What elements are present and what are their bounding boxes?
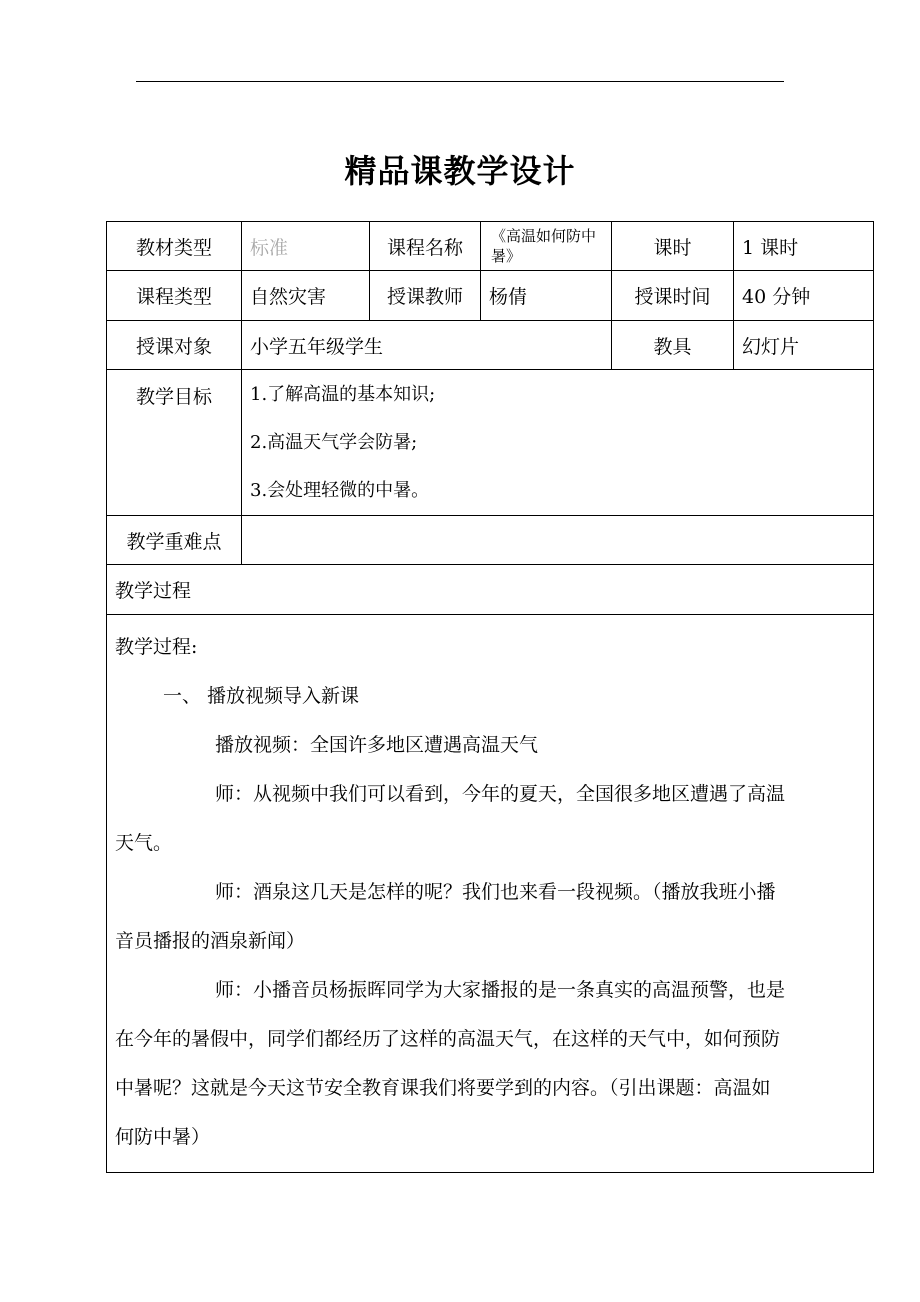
process-content bbox=[107, 615, 874, 1173]
paragraph-line: 在今年的暑假中，同学们都经历了这样的高温天气，在这样的天气中，如何预防 bbox=[115, 1028, 781, 1050]
paragraph-line: 师：从视频中我们可以看到，今年的夏天，全国很多地区遭遇了高温 bbox=[215, 783, 786, 805]
hours-value: 1 课时 bbox=[734, 222, 874, 271]
objective-item: 1.了解高温的基本知识; bbox=[250, 383, 436, 405]
tools-label: 教具 bbox=[612, 321, 734, 370]
lesson-info-table bbox=[106, 221, 874, 1173]
paragraph-line: 师：小播音员杨振晖同学为大家播报的是一条真实的高温预警，也是 bbox=[215, 979, 786, 1001]
material-type-value: 标准 bbox=[242, 222, 370, 271]
paragraph-line: 播放视频：全国许多地区遭遇高温天气 bbox=[215, 734, 539, 756]
paragraph-line: 师：酒泉这几天是怎样的呢？我们也来看一段视频。（播放我班小播 bbox=[215, 881, 776, 903]
table-row bbox=[107, 222, 874, 271]
table-row bbox=[107, 615, 874, 1173]
audience-value: 小学五年级学生 bbox=[242, 321, 612, 370]
objectives-label: 教学目标 bbox=[107, 370, 242, 516]
audience-label: 授课对象 bbox=[107, 321, 242, 370]
header-rule bbox=[136, 81, 784, 82]
tools-value: 幻灯片 bbox=[734, 321, 874, 370]
key-points-label: 教学重难点 bbox=[107, 516, 242, 565]
process-section-header: 教学过程 bbox=[107, 565, 874, 615]
document-title: 精品课教学设计 bbox=[344, 152, 576, 190]
course-type-label: 课程类型 bbox=[107, 271, 242, 321]
teacher-value: 杨倩 bbox=[481, 271, 612, 321]
paragraph-line: 天气。 bbox=[115, 832, 173, 854]
objective-item: 3.会处理轻微的中暑。 bbox=[250, 479, 430, 501]
paragraph-line: 音员播报的酒泉新闻） bbox=[115, 930, 306, 952]
section-heading: 一、 播放视频导入新课 bbox=[163, 685, 360, 707]
table-row bbox=[107, 516, 874, 565]
objective-item: 2.高温天气学会防暑; bbox=[250, 431, 418, 453]
paragraph-line: 何防中暑） bbox=[115, 1126, 211, 1148]
table-row bbox=[107, 321, 874, 370]
objectives-cell bbox=[242, 370, 874, 516]
process-heading: 教学过程: bbox=[115, 636, 198, 658]
material-type-label: 教材类型 bbox=[107, 222, 242, 271]
course-name-label: 课程名称 bbox=[370, 222, 481, 271]
time-value: 40 分钟 bbox=[734, 271, 874, 321]
paragraph-line: 中暑呢？这就是今天这节安全教育课我们将要学到的内容。（引出课题：高温如 bbox=[115, 1077, 771, 1099]
table-row bbox=[107, 370, 874, 516]
table-row bbox=[107, 565, 874, 615]
course-type-value: 自然灾害 bbox=[242, 271, 370, 321]
course-name-value: 《高温如何防中暑》 bbox=[481, 222, 612, 271]
key-points-value bbox=[242, 516, 874, 565]
table-row bbox=[107, 271, 874, 321]
hours-label: 课时 bbox=[612, 222, 734, 271]
teacher-label: 授课教师 bbox=[370, 271, 481, 321]
time-label: 授课时间 bbox=[612, 271, 734, 321]
